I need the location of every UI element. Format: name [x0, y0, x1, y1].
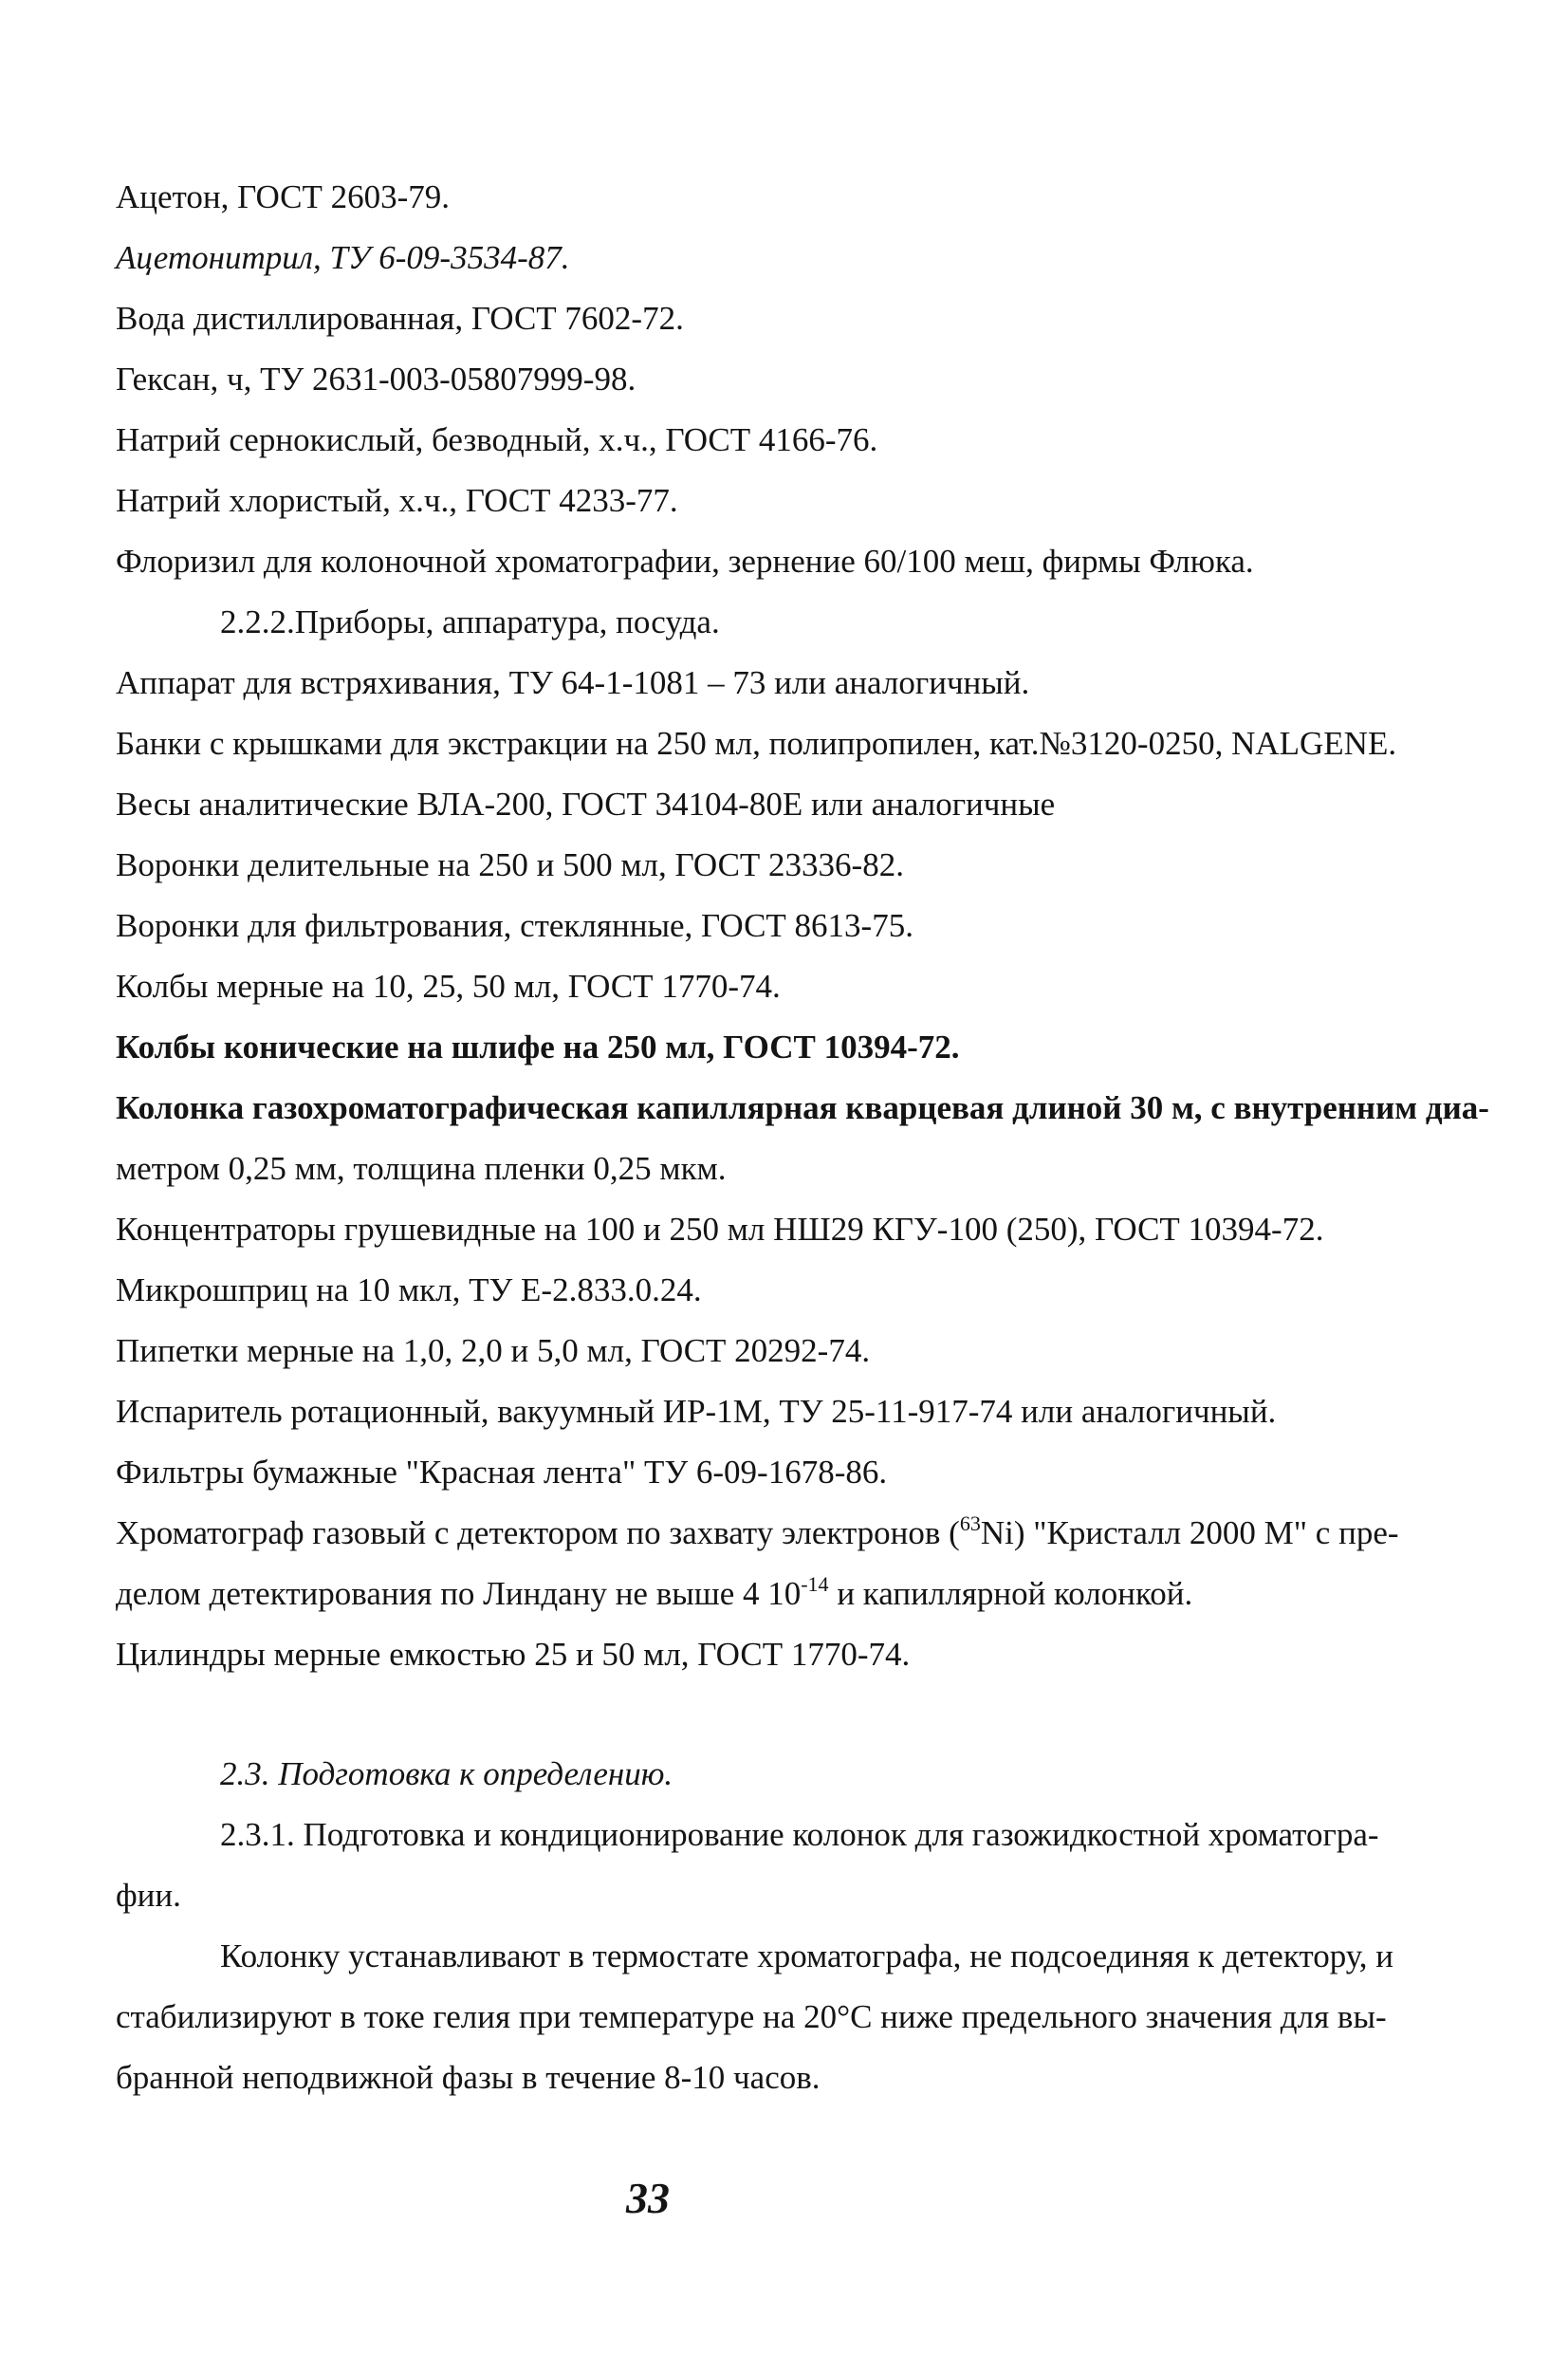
equipment-line: Пипетки мерные на 1,0, 2,0 и 5,0 мл, ГОСТ 20292-74.: [116, 1332, 871, 1369]
page-number: 33: [626, 2174, 670, 2222]
section-heading-2-3: 2.3. Подготовка к определению.: [220, 1755, 673, 1792]
section-heading-2-3-1-cont: фии.: [116, 1877, 181, 1914]
column-line-1: Колонка газохроматографическая капиллярная кварцевая длиной 30 м, с внутренним диа-: [116, 1089, 1489, 1126]
exponent-superscript: -14: [801, 1572, 829, 1596]
paragraph-line-3: бранной неподвижной фазы в течение 8-10 часов.: [116, 2059, 821, 2096]
equipment-line: Аппарат для встряхивания, ТУ 64-1-1081 – 73 или аналогичный.: [116, 664, 1030, 701]
chromatograph-text-b: Ni) "Кристалл 2000 М" с пре-: [980, 1514, 1399, 1551]
material-line: Ацетонитрил, ТУ 6-09-3534-87.: [116, 239, 570, 276]
paragraph-line-2: стабилизируют в токе гелия при температуре на 20°С ниже предельного значения для вы-: [116, 1998, 1387, 2035]
chromatograph-line-2: [116, 1573, 1192, 1615]
equipment-line: Концентраторы грушевидные на 100 и 250 мл НШ29 КГУ-100 (250), ГОСТ 10394-72.: [116, 1211, 1324, 1248]
equipment-line: Фильтры бумажные "Красная лента" ТУ 6-09-1678-86.: [116, 1454, 888, 1491]
material-line: Ацетон, ГОСТ 2603-79.: [116, 178, 451, 215]
section-heading-2-3-1: 2.3.1. Подготовка и кондиционирование колонок для газожидкостной хроматогра-: [220, 1816, 1379, 1853]
material-line: Натрий сернокислый, безводный, х.ч., ГОСТ 4166-76.: [116, 421, 878, 458]
equipment-line: Воронки делительные на 250 и 500 мл, ГОСТ 23336-82.: [116, 846, 904, 883]
equipment-line: Весы аналитические ВЛА-200, ГОСТ 34104-80Е или аналогичные: [116, 786, 1056, 823]
chromatograph-line-1: [116, 1512, 1399, 1554]
equipment-line: Микрошприц на 10 мкл, ТУ Е-2.833.0.24.: [116, 1271, 702, 1308]
isotope-superscript: 63: [959, 1511, 981, 1535]
chromatograph-text-d: и капиллярной колонкой.: [828, 1575, 1193, 1612]
cylinders-line: Цилиндры мерные емкостью 25 и 50 мл, ГОСТ 1770-74.: [116, 1636, 911, 1673]
chromatograph-text-c: делом детектирования по Линдану не выше 4 10: [116, 1575, 802, 1612]
equipment-line: Колбы конические на шлифе на 250 мл, ГОСТ 10394-72.: [116, 1029, 960, 1066]
equipment-line: Колбы мерные на 10, 25, 50 мл, ГОСТ 1770-74.: [116, 968, 781, 1005]
equipment-line: Воронки для фильтрования, стеклянные, ГОСТ 8613-75.: [116, 907, 913, 944]
material-line: Флоризил для колоночной хроматографии, зернение 60/100 меш, фирмы Флюка.: [116, 543, 1254, 580]
equipment-line: Банки с крышками для экстракции на 250 мл, полипропилен, кат.№3120-0250, NALGENE.: [116, 725, 1397, 762]
column-line-2: метром 0,25 мм, толщина пленки 0,25 мкм.: [116, 1150, 727, 1187]
equipment-line: Испаритель ротационный, вакуумный ИР-1М, ТУ 25-11-917-74 или аналогичный.: [116, 1393, 1277, 1430]
section-heading-2-2-2: 2.2.2.Приборы, аппаратура, посуда.: [220, 603, 720, 640]
material-line: Натрий хлористый, х.ч., ГОСТ 4233-77.: [116, 482, 678, 519]
paragraph-line-1: Колонку устанавливают в термостате хроматографа, не подсоединяя к детектору, и: [220, 1937, 1393, 1974]
chromatograph-text-a: Хроматограф газовый с детектором по захвату электронов (: [116, 1514, 960, 1551]
material-line: Гексан, ч, ТУ 2631-003-05807999-98.: [116, 361, 636, 398]
material-line: Вода дистиллированная, ГОСТ 7602-72.: [116, 300, 684, 337]
